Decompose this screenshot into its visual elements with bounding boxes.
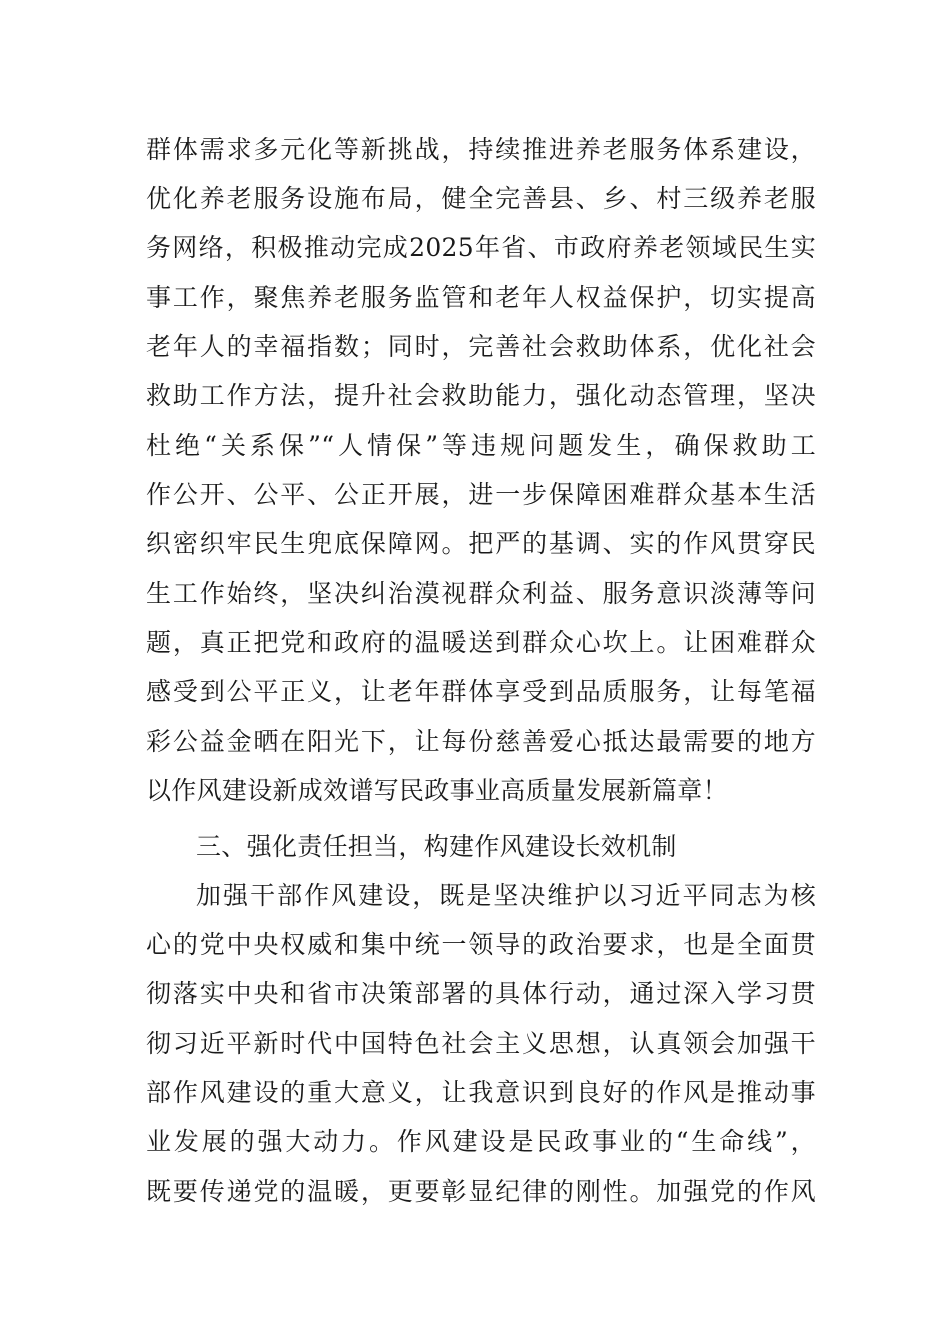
body-text-line: 织密织牢民生兜底保障网。把严的基调、实的作风贯穿民 — [146, 529, 816, 558]
body-text-line: 群体需求多元化等新挑战，持续推进养老服务体系建设， — [146, 135, 816, 164]
body-text-line: 彩公益金晒在阳光下，让每份慈善爱心抵达最需要的地方 — [146, 727, 816, 756]
body-text-line: 部作风建设的重大意义，让我意识到良好的作风是推动事 — [146, 1078, 816, 1107]
body-text-line: 心的党中央权威和集中统一领导的政治要求，也是全面贯 — [146, 930, 816, 959]
body-text-line: 老年人的幸福指数；同时，完善社会救助体系，优化社会 — [146, 332, 816, 361]
paragraph-first-line: 加强干部作风建设，既是坚决维护以习近平同志为核 — [196, 881, 816, 910]
body-text-line: 业发展的强大动力。作风建设是民政事业的“生命线”， — [146, 1127, 816, 1156]
body-text-line: 作公开、公平、公正开展，进一步保障困难群众基本生活 — [146, 480, 816, 509]
body-text-line: 事工作，聚焦养老服务监管和老年人权益保护，切实提高 — [146, 283, 816, 312]
section-heading: 三、强化责任担当，构建作风建设长效机制 — [196, 832, 677, 861]
body-text-line: 感受到公平正义，让老年群体享受到品质服务，让每笔福 — [146, 677, 816, 706]
body-text-line: 救助工作方法，提升社会救助能力，强化动态管理，坚决 — [146, 381, 816, 410]
body-text-line: 杜绝“关系保”“人情保”等违规问题发生，确保救助工 — [146, 431, 816, 460]
body-text-line: 生工作始终，坚决纠治漠视群众利益、服务意识淡薄等问 — [146, 579, 816, 608]
body-text-line: 彻落实中央和省市决策部署的具体行动，通过深入学习贯 — [146, 979, 816, 1008]
body-text-line: 既要传递党的温暖，更要彰显纪律的刚性。加强党的作风 — [146, 1177, 816, 1206]
body-text-line: 彻习近平新时代中国特色社会主义思想，认真领会加强干 — [146, 1029, 816, 1058]
body-text-line: 题，真正把党和政府的温暖送到群众心坎上。让困难群众 — [146, 628, 816, 657]
body-text-line: 务网络，积极推动完成2025年省、市政府养老领域民生实 — [146, 233, 816, 262]
body-text-line: 优化养老服务设施布局，健全完善县、乡、村三级养老服 — [146, 184, 816, 213]
body-text-line: 以作风建设新成效谱写民政事业高质量发展新篇章！ — [146, 776, 728, 805]
